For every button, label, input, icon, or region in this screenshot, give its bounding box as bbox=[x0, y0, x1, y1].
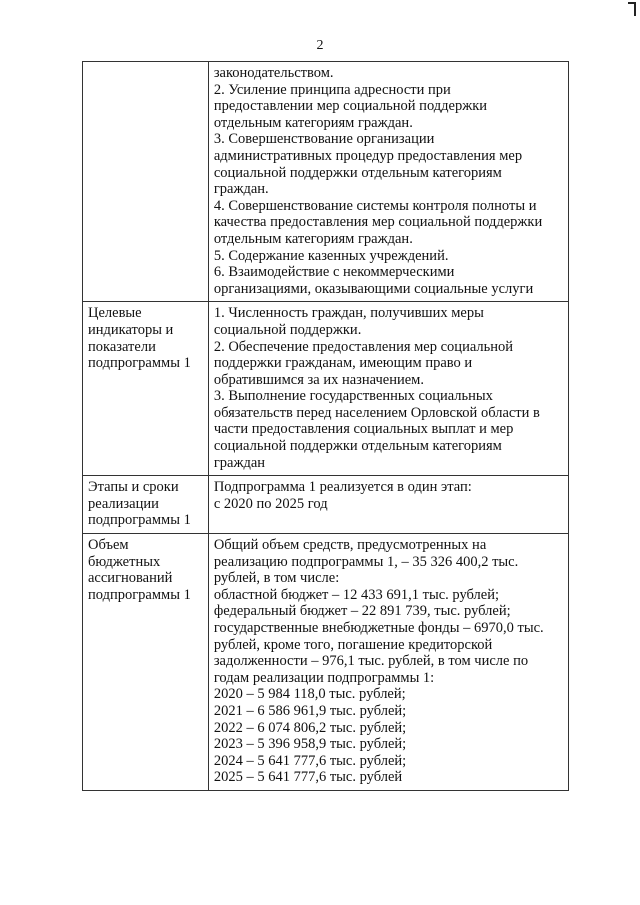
corner-mark bbox=[628, 2, 636, 16]
row-content-line: 1. Численность граждан, получивших меры bbox=[213, 305, 484, 322]
row-content-line: 2024 – 5 641 777,6 тыс. рублей; bbox=[213, 752, 407, 769]
row-content-line: части предоставления социальных выплат и мер bbox=[213, 421, 514, 438]
row-content-line: 2022 – 6 074 806,2 тыс. рублей; bbox=[213, 719, 407, 736]
table-row bbox=[83, 476, 569, 534]
row-content-line: организациями, оказывающими социальные услуги bbox=[213, 280, 534, 297]
row-content-line: обратившимся за их назначением. bbox=[213, 371, 424, 388]
row-content-line: поддержки гражданам, имеющим право и bbox=[213, 355, 473, 372]
row-content-line: предоставлении мер социальной поддержки bbox=[213, 98, 488, 115]
row-content-line: 4. Совершенствование системы контроля полноты и bbox=[213, 197, 537, 214]
row-content-line: 3. Выполнение государственных социальных bbox=[213, 388, 493, 405]
row-content-line: законодательством. bbox=[213, 65, 334, 81]
row-label-cell bbox=[83, 62, 209, 302]
row-label-line: подпрограммы 1 bbox=[88, 586, 191, 603]
row-content-line: граждан bbox=[213, 454, 266, 471]
row-content-line: Подпрограмма 1 реализуется в один этап: bbox=[213, 479, 472, 496]
row-label-cell bbox=[83, 534, 209, 791]
row-label-line: подпрограммы 1 bbox=[88, 512, 191, 529]
row-label-line: показатели bbox=[88, 338, 156, 355]
row-label-line: индикаторы и bbox=[88, 321, 174, 338]
row-content-cell bbox=[208, 476, 568, 534]
subprogram-passport-table bbox=[82, 61, 569, 791]
row-content-line: рублей, кроме того, погашение кредиторской bbox=[213, 636, 493, 653]
row-content-line: задолженности – 976,1 тыс. рублей, в том числе по bbox=[213, 653, 529, 670]
row-content-line: 3. Совершенствование организации bbox=[213, 131, 435, 148]
row-label-line: подпрограммы 1 bbox=[88, 355, 191, 372]
row-content-line: социальной поддержки отдельным категориям bbox=[213, 438, 502, 455]
row-content-line: социальной поддержки. bbox=[213, 321, 362, 338]
row-label-line: бюджетных bbox=[88, 553, 161, 570]
row-content-line: 2. Усиление принципа адресности при bbox=[213, 81, 451, 98]
table-row bbox=[83, 302, 569, 476]
table-row bbox=[83, 62, 569, 302]
row-content-line: реализацию подпрограммы 1, – 35 326 400,2 тыс. bbox=[213, 553, 519, 570]
row-content-line: административных процедур предоставления мер bbox=[213, 147, 523, 164]
row-content-line: рублей, в том числе: bbox=[213, 570, 340, 587]
row-content-line: федеральный бюджет – 22 891 739, тыс. рублей; bbox=[213, 603, 511, 620]
row-content-line: 6. Взаимодействие с некоммерческими bbox=[213, 264, 455, 281]
row-content-line: с 2020 по 2025 год bbox=[213, 495, 328, 512]
row-content-line: граждан. bbox=[213, 181, 269, 198]
row-label-cell bbox=[83, 302, 209, 476]
row-content-line: качества предоставления мер социальной поддержки bbox=[213, 214, 543, 231]
row-label-line: Целевые bbox=[88, 305, 142, 322]
page-number: 2 bbox=[316, 38, 324, 53]
row-label-line: Объем bbox=[88, 537, 129, 554]
row-content-line: 2023 – 5 396 958,9 тыс. рублей; bbox=[213, 736, 407, 753]
table-row bbox=[83, 534, 569, 791]
row-label-cell bbox=[83, 476, 209, 534]
row-content-line: годам реализации подпрограммы 1: bbox=[213, 669, 435, 686]
row-label-line: ассигнований bbox=[88, 570, 173, 587]
row-label-line: реализации bbox=[88, 495, 159, 512]
row-content-line: обязательств перед населением Орловской области в bbox=[213, 404, 540, 421]
row-label-line: Этапы и сроки bbox=[88, 479, 179, 496]
row-content-line: социальной поддержки отдельным категориям bbox=[213, 164, 502, 181]
row-content-line: отдельным категориям граждан. bbox=[213, 230, 413, 247]
row-content-cell bbox=[208, 534, 568, 791]
row-content-line: 2. Обеспечение предоставления мер социальной bbox=[213, 338, 514, 355]
row-content-line: 5. Содержание казенных учреждений. bbox=[213, 247, 449, 264]
row-content-line: Общий объем средств, предусмотренных на bbox=[213, 537, 487, 554]
row-content-cell bbox=[208, 62, 568, 302]
row-content-line: 2025 – 5 641 777,6 тыс. рублей bbox=[213, 769, 403, 786]
row-content-line: отдельным категориям граждан. bbox=[213, 114, 413, 131]
row-content-line: областной бюджет – 12 433 691,1 тыс. рублей; bbox=[213, 586, 499, 603]
row-content-cell bbox=[208, 302, 568, 476]
row-content-line: 2020 – 5 984 118,0 тыс. рублей; bbox=[213, 686, 406, 703]
row-content-line: государственные внебюджетные фонды – 6970,0 тыс. bbox=[213, 620, 544, 636]
row-content-line: 2021 – 6 586 961,9 тыс. рублей; bbox=[213, 702, 407, 719]
